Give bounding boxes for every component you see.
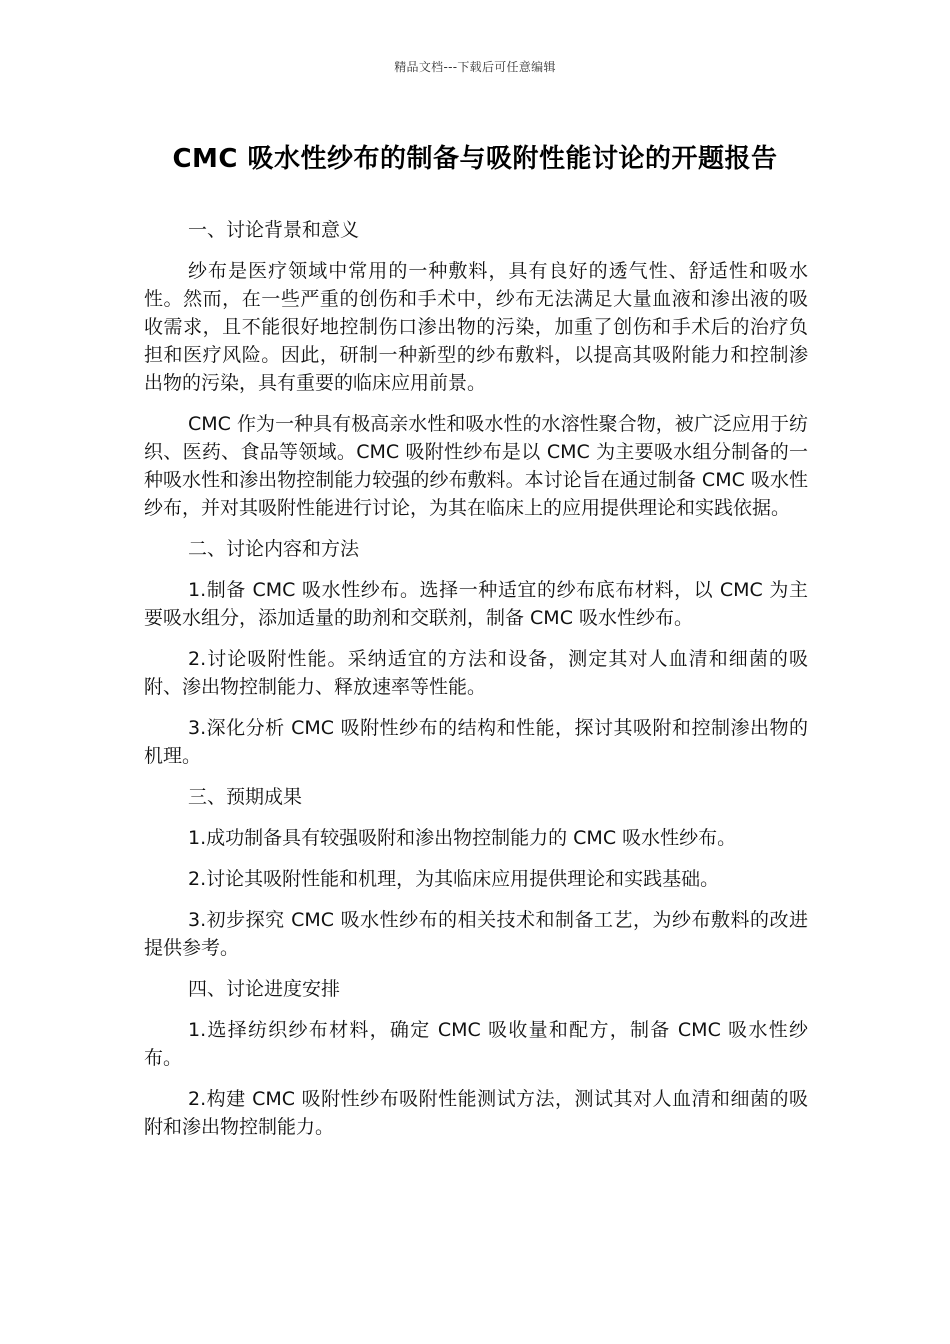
paragraph: 纱布是医疗领域中常用的一种敷料，具有良好的透气性、舒适性和吸水性。然而，在一些严重的创伤和手术中，纱布无法满足大量血液和渗出液的吸收需求，且不能很好地控制伤口渗出物的污染，加重了创伤和手术后的治疗负担和医疗风险。因此，研制一种新型的纱布敷料，以提高其吸附能力和控制渗出物的污染，具有重要的临床应用前景。 (144, 260, 808, 394)
section-schedule (144, 975, 808, 1141)
section-expected-results (144, 783, 808, 962)
page-header: 精品文档---下载后可任意编辑 (394, 60, 556, 74)
section-heading: 四、讨论进度安排 (188, 978, 341, 1000)
list-item: 1.选择纺织纱布材料，确定 CMC 吸收量和配方，制备 CMC 吸水性纱布。 (144, 1019, 808, 1069)
section-heading: 一、讨论背景和意义 (188, 219, 360, 241)
list-item: 3.深化分析 CMC 吸附性纱布的结构和性能，探讨其吸附和控制渗出物的机理。 (144, 717, 808, 767)
list-item: 2.讨论其吸附性能和机理，为其临床应用提供理论和实践基础。 (188, 868, 720, 890)
list-item: 1.成功制备具有较强吸附和渗出物控制能力的 CMC 吸水性纱布。 (188, 827, 737, 849)
section-heading: 三、预期成果 (188, 786, 303, 808)
list-item: 3.初步探究 CMC 吸水性纱布的相关技术和制备工艺，为纱布敷料的改进提供参考。 (144, 909, 808, 959)
section-background (144, 216, 808, 522)
paragraph: CMC 作为一种具有极高亲水性和吸水性的水溶性聚合物，被广泛应用于纺织、医药、食品等领域。CMC 吸附性纱布是以 CMC 为主要吸水组分制备的一种吸水性和渗出物控制能力较强的纱布敷料。本讨论旨在通过制备 CMC 吸水性纱布，并对其吸附性能进行讨论，为其在临床上的应用提供理论和实践依据。 (144, 413, 808, 519)
section-heading: 二、讨论内容和方法 (188, 538, 360, 560)
document-body (144, 216, 808, 1154)
list-item: 1.制备 CMC 吸水性纱布。选择一种适宜的纱布底布材料，以 CMC 为主要吸水组分，添加适量的助剂和交联剂，制备 CMC 吸水性纱布。 (144, 579, 808, 629)
list-item: 2.讨论吸附性能。采纳适宜的方法和设备，测定其对人血清和细菌的吸附、渗出物控制能力、释放速率等性能。 (144, 648, 808, 698)
section-content-methods (144, 535, 808, 770)
document-title: CMC 吸水性纱布的制备与吸附性能讨论的开题报告 (172, 144, 778, 174)
list-item: 2.构建 CMC 吸附性纱布吸附性能测试方法，测试其对人血清和细菌的吸附和渗出物控制能力。 (144, 1088, 808, 1138)
